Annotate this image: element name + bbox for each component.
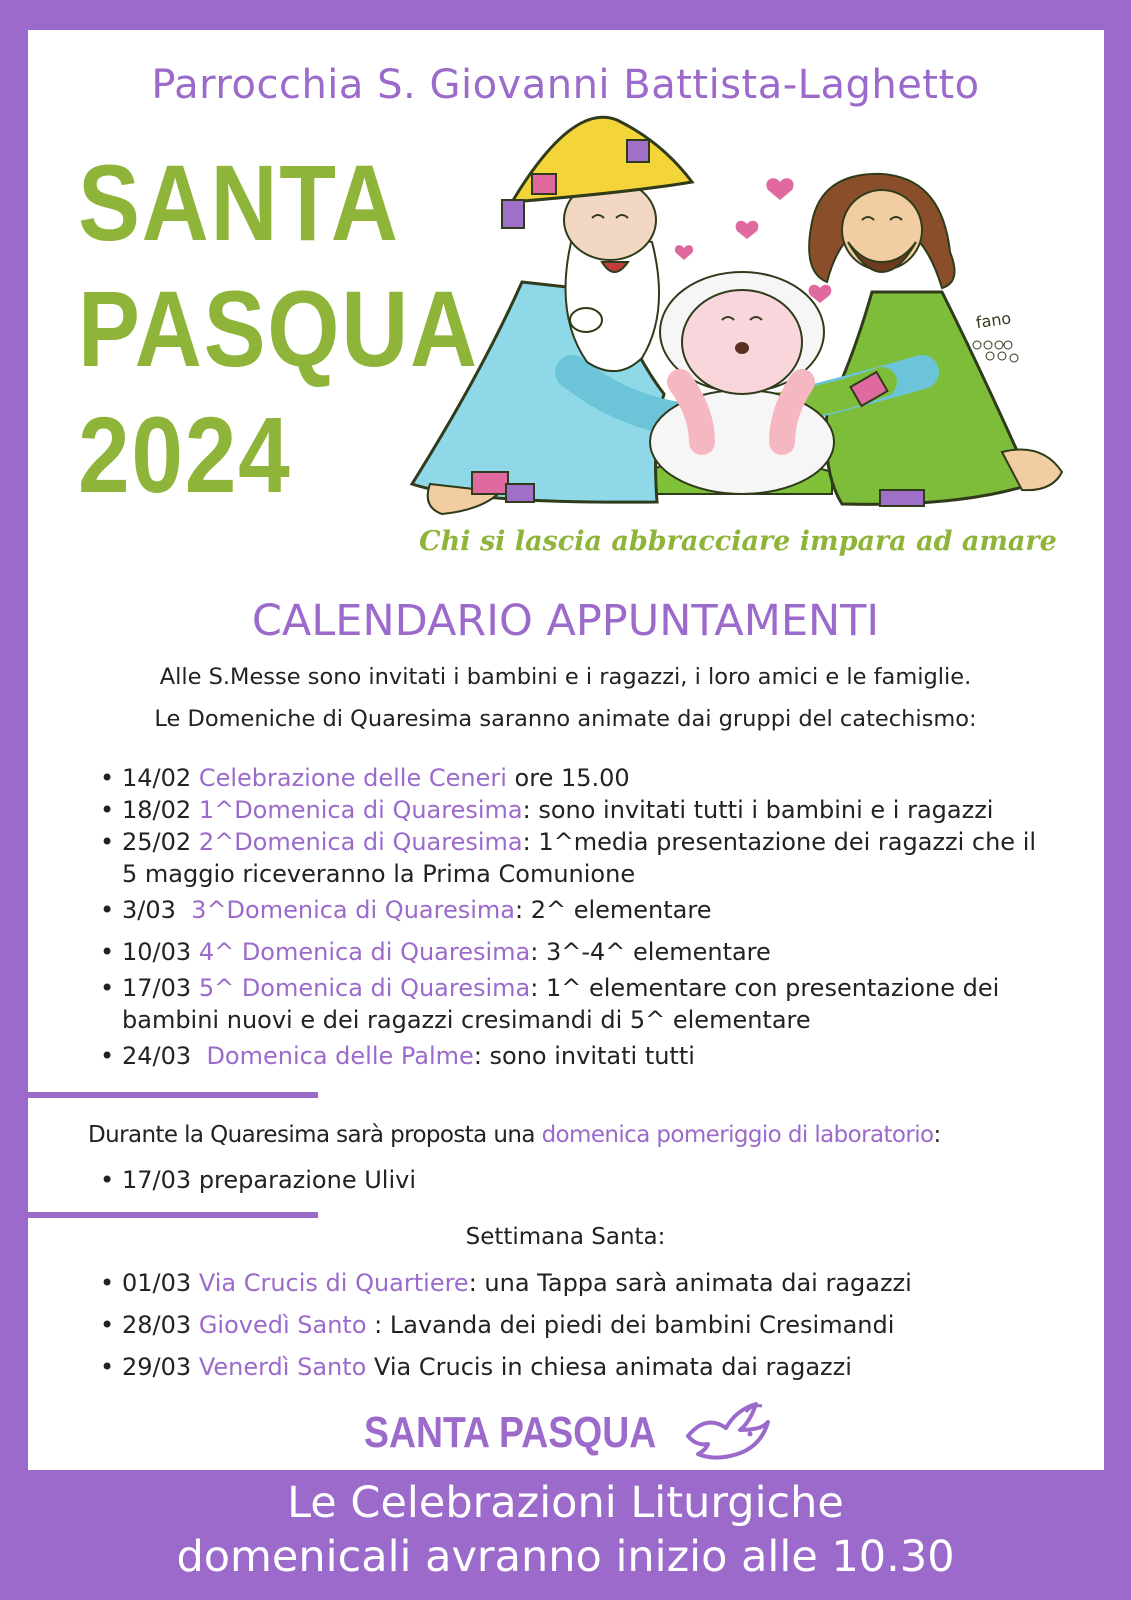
event-name: 2^Domenica di Quaresima	[198, 828, 523, 856]
event-name: Giovedì Santo	[198, 1311, 367, 1339]
laboratory-highlight: domenica pomeriggio di laboratorio	[541, 1122, 934, 1148]
section-divider	[28, 1212, 318, 1218]
parish-name: Parrocchia S. Giovanni Battista-Laghetto	[151, 62, 980, 108]
event-name: Via Crucis di Quartiere	[198, 1269, 469, 1297]
section-divider	[28, 1092, 318, 1098]
event-detail: : 3^-4^ elementare	[530, 938, 771, 966]
event-detail: : 1^media presentazione dei ragazzi che il 5 maggio riceveranno la Prima Comunione	[122, 828, 1037, 888]
event-date: 25/02	[122, 828, 192, 856]
event-date: 3/03	[122, 896, 176, 924]
event-name: Venerdì Santo	[198, 1353, 367, 1381]
heart-icon	[766, 178, 793, 200]
event-detail: Via Crucis in chiesa animata dai ragazzi	[366, 1353, 852, 1381]
event-date: 17/03	[122, 974, 192, 1002]
holy-week-list	[100, 1262, 912, 1388]
dove-icon	[682, 1400, 772, 1466]
footer-line-1: Le Celebrazioni Liturgiche	[287, 1478, 844, 1528]
event-name: 1^Domenica di Quaresima	[198, 796, 523, 824]
event-date: 17/03	[122, 1166, 192, 1194]
event-date: 24/03	[122, 1042, 192, 1070]
embrace-illustration	[402, 112, 1092, 532]
event-name: 4^ Domenica di Quaresima	[198, 938, 531, 966]
holy-week-title: Settimana Santa:	[465, 1224, 666, 1250]
list-item	[100, 894, 1042, 926]
list-item	[100, 1164, 416, 1196]
event-detail: preparazione Ulivi	[198, 1166, 416, 1194]
calendar-intro-2: Le Domeniche di Quaresima saranno animate dai gruppi del catechismo:	[154, 706, 977, 732]
event-date: 10/03	[122, 938, 192, 966]
calendar-intro-1: Alle S.Messe sono invitati i bambini e i ragazzi, i loro amici e le famiglie.	[159, 664, 972, 690]
laboratory-list	[100, 1164, 416, 1196]
event-detail: : sono invitati tutti	[473, 1042, 695, 1070]
laboratory-intro	[88, 1122, 941, 1148]
list-item	[100, 794, 1042, 826]
event-detail: ore 15.00	[514, 764, 630, 792]
event-date: 18/02	[122, 796, 192, 824]
tagline: Chi si lascia abbracciare impara ad amare	[419, 526, 1057, 557]
list-item	[100, 1262, 912, 1304]
list-item	[100, 1304, 912, 1346]
event-name: Domenica delle Palme	[206, 1042, 474, 1070]
laboratory-intro-suffix: :	[933, 1122, 941, 1148]
event-name: 3^Domenica di Quaresima	[191, 896, 515, 924]
footer-line-2: domenicali avranno inizio alle 10.30	[176, 1532, 955, 1582]
main-title-line-2: PASQUA	[78, 268, 479, 389]
list-item	[100, 972, 1042, 1036]
event-date: 14/02	[122, 764, 192, 792]
event-detail: : 2^ elementare	[514, 896, 712, 924]
artist-signature: fano	[974, 308, 1013, 333]
event-detail: : 1^ elementare con presentazione dei bambini nuovi e dei ragazzi cresimandi di 5^ elementare	[122, 974, 1000, 1034]
event-name: Celebrazione delle Ceneri	[198, 764, 507, 792]
list-item	[100, 826, 1042, 890]
main-title-line-1: SANTA	[78, 142, 400, 263]
list-item	[100, 1346, 912, 1388]
event-detail: : una Tappa sarà animata dai ragazzi	[468, 1269, 912, 1297]
event-date: 29/03	[122, 1353, 192, 1381]
calendar-title: CALENDARIO APPUNTAMENTI	[251, 596, 880, 646]
footer-brand-text: SANTA PASQUA	[364, 1408, 657, 1457]
event-date: 01/03	[122, 1269, 192, 1297]
event-detail: : Lavanda dei piedi dei bambini Cresimandi	[366, 1311, 895, 1339]
laboratory-intro-text: Durante la Quaresima sarà proposta una	[88, 1122, 542, 1148]
event-date: 28/03	[122, 1311, 192, 1339]
event-detail: : sono invitati tutti i bambini e i ragazzi	[522, 796, 994, 824]
list-item	[100, 936, 1042, 968]
event-name: 5^ Domenica di Quaresima	[198, 974, 531, 1002]
list-item	[100, 762, 1042, 794]
footer-brand	[364, 1400, 772, 1466]
lent-events-list	[100, 762, 1042, 1072]
main-title-line-3: 2024	[78, 394, 292, 515]
list-item	[100, 1040, 1042, 1072]
footer-notice	[0, 1476, 1131, 1584]
